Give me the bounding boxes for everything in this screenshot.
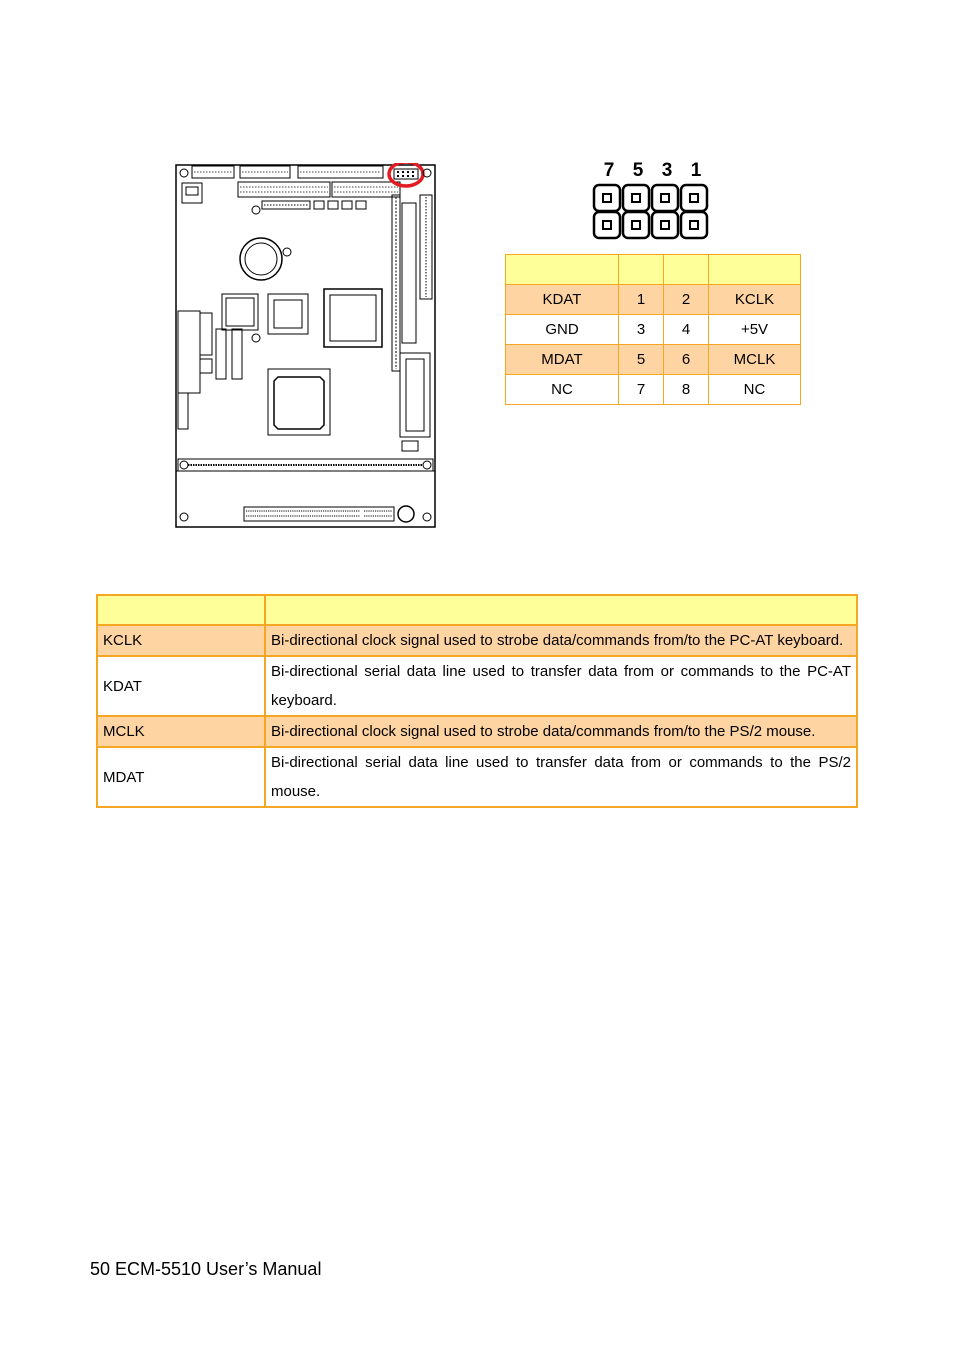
header-cell xyxy=(664,255,709,285)
signal-name-cell: MCLK xyxy=(97,716,265,747)
pin-number-1: 1 xyxy=(690,160,702,181)
table-row xyxy=(97,716,857,747)
table-row xyxy=(506,375,801,405)
table-row xyxy=(506,345,801,375)
board-layout-diagram xyxy=(174,163,437,529)
pin-number-5: 5 xyxy=(632,160,644,181)
pin-cell: 7 xyxy=(619,375,664,405)
signal-description-cell: Bi-directional clock signal used to strobe data/commands from/to the PS/2 mouse. xyxy=(265,716,857,747)
signal-cell: NC xyxy=(506,375,619,405)
page-footer: 50 ECM-5510 User’s Manual xyxy=(90,1259,322,1279)
table-header-row xyxy=(506,255,801,285)
signal-cell: +5V xyxy=(709,315,801,345)
pin-cell: 5 xyxy=(619,345,664,375)
signal-cell: NC xyxy=(709,375,801,405)
table-row xyxy=(506,315,801,345)
signal-cell: MDAT xyxy=(506,345,619,375)
pin-cell: 8 xyxy=(664,375,709,405)
pin-grid-icon xyxy=(586,182,716,242)
pin-number-row xyxy=(586,160,716,182)
pin-header-diagram xyxy=(586,160,716,242)
pin-number-7: 7 xyxy=(603,160,615,181)
signal-description-cell: Bi-directional serial data line used to transfer data from or commands to the PC-AT keyboard. xyxy=(265,656,857,716)
signal-cell: KCLK xyxy=(709,285,801,315)
signal-description-cell: Bi-directional serial data line used to transfer data from or commands to the PS/2 mouse. xyxy=(265,747,857,807)
table-row xyxy=(97,656,857,716)
table-row xyxy=(97,747,857,807)
pin-number-3: 3 xyxy=(661,160,673,181)
pin-cell: 4 xyxy=(664,315,709,345)
pin-cell: 3 xyxy=(619,315,664,345)
signal-description-cell: Bi-directional clock signal used to strobe data/commands from/to the PC-AT keyboard. xyxy=(265,625,857,656)
table-row xyxy=(97,625,857,656)
header-cell xyxy=(709,255,801,285)
pin-cell: 2 xyxy=(664,285,709,315)
pin-assignment-table xyxy=(505,254,801,405)
header-cell xyxy=(506,255,619,285)
pin-cell: 6 xyxy=(664,345,709,375)
signal-description-table xyxy=(96,594,858,808)
table-header-row xyxy=(97,595,857,625)
signal-name-cell: KCLK xyxy=(97,625,265,656)
header-cell xyxy=(97,595,265,625)
signal-cell: KDAT xyxy=(506,285,619,315)
signal-cell: MCLK xyxy=(709,345,801,375)
signal-cell: GND xyxy=(506,315,619,345)
header-cell xyxy=(619,255,664,285)
header-cell xyxy=(265,595,857,625)
pin-cell: 1 xyxy=(619,285,664,315)
table-row xyxy=(506,285,801,315)
signal-name-cell: KDAT xyxy=(97,656,265,716)
signal-name-cell: MDAT xyxy=(97,747,265,807)
